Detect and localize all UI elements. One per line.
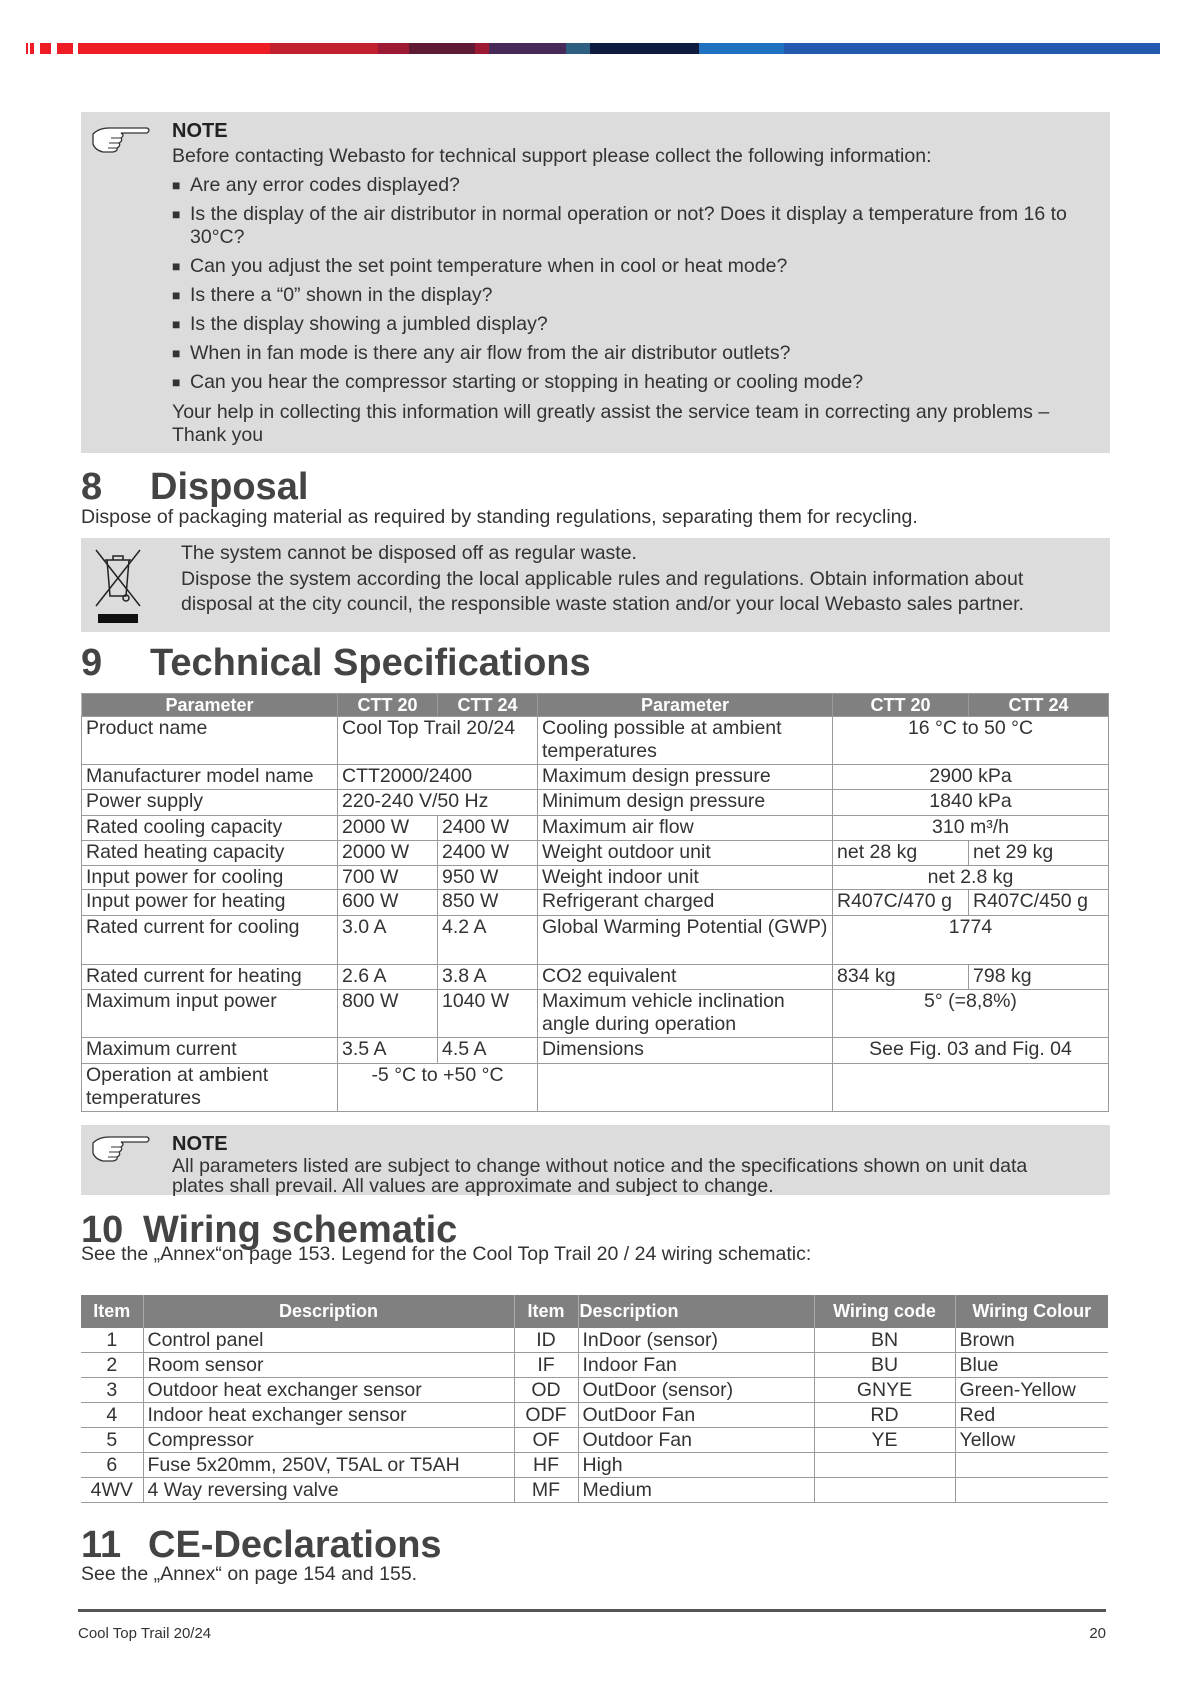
value-both-models: 220-240 V/50 Hz: [338, 790, 538, 816]
value-ctt24: 2400 W: [438, 816, 538, 841]
bullet-square-icon: ■: [172, 345, 181, 361]
parameter-name: Product name: [82, 717, 338, 765]
column-header: Item: [81, 1295, 143, 1328]
table-row: [81, 1353, 1108, 1378]
wiring-colour: Red: [955, 1403, 1108, 1428]
value-both-models: net 2.8 kg: [833, 866, 1109, 890]
note-text-line2: plates shall prevail. All values are approximate and subject to change.: [172, 1175, 774, 1197]
value-both-models: 5° (=8,8%): [833, 990, 1109, 1038]
item-description: Compressor: [143, 1428, 514, 1453]
value-both-models: CTT2000/2400: [338, 765, 538, 790]
value-both-models: Cool Top Trail 20/24: [338, 717, 538, 765]
ce-body: See the „Annex“ on page 154 and 155.: [81, 1563, 418, 1585]
section-heading-ce: 11 CE-Declarations: [81, 1524, 442, 1566]
pointing-hand-icon: [91, 122, 153, 156]
value-ctt20: 600 W: [338, 890, 438, 916]
parameter-name: Weight outdoor unit: [538, 841, 833, 866]
note-title: NOTE: [172, 1133, 228, 1155]
item-description: 4 Way reversing valve: [143, 1478, 514, 1503]
table-row: [81, 1453, 1108, 1478]
parameter-name: Weight indoor unit: [538, 866, 833, 890]
value-ctt20: 2000 W: [338, 816, 438, 841]
value-both-models: 310 m³/h: [833, 816, 1109, 841]
item-code: OF: [514, 1428, 578, 1453]
column-header: Wiring code: [814, 1295, 955, 1328]
bullet-square-icon: ■: [172, 374, 181, 390]
wiring-body: See the „Annex“on page 153. Legend for the Cool Top Trail 20 / 24 wiring schematic:: [81, 1243, 812, 1265]
note-bullet: ■ Is there a “0” shown in the display?: [172, 284, 493, 306]
item-code: IF: [514, 1353, 578, 1378]
page-number: 20: [1089, 1625, 1106, 1642]
table-row: [82, 1038, 1109, 1064]
parameter-name: Manufacturer model name: [82, 765, 338, 790]
parameter-name: Cooling possible at ambient temperatures: [538, 717, 833, 765]
table-row: [82, 916, 1109, 965]
disposal-warning: The system cannot be disposed off as regular waste.: [181, 542, 637, 564]
wiring-colour: Green-Yellow: [955, 1378, 1108, 1403]
value-both-models: 1774: [833, 916, 1109, 965]
parameter-name: Operation at ambient temperatures: [82, 1064, 338, 1112]
value-ctt24: net 29 kg: [969, 841, 1109, 866]
parameter-name: Maximum design pressure: [538, 765, 833, 790]
item-description: InDoor (sensor): [578, 1328, 814, 1353]
note-bullet: ■ Is the display showing a jumbled display?: [172, 313, 548, 335]
value-ctt20: 3.5 A: [338, 1038, 438, 1064]
table-row: [81, 1428, 1108, 1453]
table-row: [82, 990, 1109, 1038]
wiring-code: GNYE: [814, 1378, 955, 1403]
wiring-code: BU: [814, 1353, 955, 1378]
note-intro: Before contacting Webasto for technical support please collect the following information:: [172, 145, 932, 167]
parameter-name: Rated cooling capacity: [82, 816, 338, 841]
item-description: Outdoor heat exchanger sensor: [143, 1378, 514, 1403]
value-ctt24: 850 W: [438, 890, 538, 916]
parameter-name: Maximum air flow: [538, 816, 833, 841]
bullet-square-icon: ■: [172, 258, 181, 274]
item-code: 1: [81, 1328, 143, 1353]
value-ctt24: 798 kg: [969, 965, 1109, 990]
wiring-colour: [955, 1478, 1108, 1503]
parameter-name: Refrigerant charged: [538, 890, 833, 916]
footer-divider: [78, 1609, 1106, 1612]
column-header: Item: [514, 1295, 578, 1328]
parameter-name: Power supply: [82, 790, 338, 816]
table-row: [82, 790, 1109, 816]
specs-table: [81, 693, 1109, 1112]
note-box-parameters: [81, 1125, 1110, 1195]
item-code: ODF: [514, 1403, 578, 1428]
parameter-name: Maximum vehicle inclination angle during operation: [538, 990, 833, 1038]
disposal-box: [81, 538, 1110, 632]
table-row: [82, 841, 1109, 866]
item-code: HF: [514, 1453, 578, 1478]
value-ctt20: net 28 kg: [833, 841, 969, 866]
disposal-instructions-line2: disposal at the city council, the responsible waste station and/or your local Webasto sales partner.: [181, 593, 1024, 615]
note-text-line1: All parameters listed are subject to change without notice and the specifications shown on unit data: [172, 1155, 1028, 1177]
value-ctt24: R407C/450 g: [969, 890, 1109, 916]
item-description: Medium: [578, 1478, 814, 1503]
column-header: CTT 24: [438, 694, 538, 717]
value-ctt20: R407C/470 g: [833, 890, 969, 916]
value-ctt24: 950 W: [438, 866, 538, 890]
table-row: [82, 890, 1109, 916]
item-code: ID: [514, 1328, 578, 1353]
parameter-name: CO2 equivalent: [538, 965, 833, 990]
table-row: [82, 765, 1109, 790]
parameter-name: Rated heating capacity: [82, 841, 338, 866]
section-heading-disposal: 8 Disposal: [81, 466, 309, 508]
section-heading-specs: 9 Technical Specifications: [81, 642, 591, 684]
note-closing: Your help in collecting this information will greatly assist the service team in correcting any problems – Thank you: [172, 401, 1050, 446]
parameter-name: Global Warming Potential (GWP): [538, 916, 833, 965]
value-both-models: [833, 1064, 1109, 1112]
note-bullet: ■ When in fan mode is there any air flow from the air distributor outlets?: [172, 342, 791, 364]
note-title: NOTE: [172, 120, 228, 142]
wiring-table: [81, 1295, 1108, 1503]
item-description: OutDoor Fan: [578, 1403, 814, 1428]
item-code: OD: [514, 1378, 578, 1403]
wiring-code: [814, 1453, 955, 1478]
bullet-square-icon: ■: [172, 287, 181, 303]
value-ctt20: 3.0 A: [338, 916, 438, 965]
wiring-colour: [955, 1453, 1108, 1478]
column-header: CTT 24: [969, 694, 1109, 717]
value-ctt24: 4.5 A: [438, 1038, 538, 1064]
table-row: [81, 1378, 1108, 1403]
value-ctt24: 1040 W: [438, 990, 538, 1038]
value-both-models: 1840 kPa: [833, 790, 1109, 816]
footer-title: Cool Top Trail 20/24: [78, 1625, 212, 1642]
note-bullet: ■ Can you hear the compressor starting or stopping in heating or cooling mode?: [172, 371, 864, 393]
parameter-name: Rated current for cooling: [82, 916, 338, 965]
table-row: [82, 1064, 1109, 1112]
value-ctt20: 700 W: [338, 866, 438, 890]
wiring-code: YE: [814, 1428, 955, 1453]
item-description: Room sensor: [143, 1353, 514, 1378]
parameter-name: Input power for cooling: [82, 866, 338, 890]
column-header: Description: [578, 1295, 814, 1328]
note-content: [172, 145, 1107, 447]
value-ctt24: 4.2 A: [438, 916, 538, 965]
parameter-name: Minimum design pressure: [538, 790, 833, 816]
note-bullet: ■ Can you adjust the set point temperature when in cool or heat mode?: [172, 255, 788, 277]
specs-header-row: [82, 694, 1109, 717]
wiring-code: RD: [814, 1403, 955, 1428]
wiring-colour: Brown: [955, 1328, 1108, 1353]
item-description: Indoor Fan: [578, 1353, 814, 1378]
item-code: 3: [81, 1378, 143, 1403]
parameter-name: Dimensions: [538, 1038, 833, 1064]
table-row: [81, 1328, 1108, 1353]
item-code: 4: [81, 1403, 143, 1428]
value-both-models: 16 °C to 50 °C: [833, 717, 1109, 765]
value-both-models: -5 °C to +50 °C: [338, 1064, 538, 1112]
column-header: Wiring Colour: [955, 1295, 1108, 1328]
item-code: 5: [81, 1428, 143, 1453]
value-ctt24: 3.8 A: [438, 965, 538, 990]
item-description: High: [578, 1453, 814, 1478]
section-heading-wiring: 10 Wiring schematic: [81, 1209, 458, 1251]
crossed-bin-icon: [93, 548, 143, 624]
item-description: Indoor heat exchanger sensor: [143, 1403, 514, 1428]
item-code: MF: [514, 1478, 578, 1503]
value-ctt20: 834 kg: [833, 965, 969, 990]
value-ctt20: 800 W: [338, 990, 438, 1038]
wiring-colour: Blue: [955, 1353, 1108, 1378]
column-header: CTT 20: [338, 694, 438, 717]
item-description: Control panel: [143, 1328, 514, 1353]
column-header: Description: [143, 1295, 514, 1328]
table-row: [82, 866, 1109, 890]
table-row: [82, 965, 1109, 990]
parameter-name: Maximum current: [82, 1038, 338, 1064]
disposal-instructions-line1: Dispose the system according the local applicable rules and regulations. Obtain information about: [181, 568, 1024, 590]
wiring-header-row: [81, 1295, 1108, 1328]
item-description: Outdoor Fan: [578, 1428, 814, 1453]
column-header: Parameter: [538, 694, 833, 717]
parameter-name: Input power for heating: [82, 890, 338, 916]
note-bullet: ■ Are any error codes displayed?: [172, 174, 460, 196]
column-header: CTT 20: [833, 694, 969, 717]
table-row: [81, 1403, 1108, 1428]
table-row: [82, 816, 1109, 841]
bullet-square-icon: ■: [172, 316, 181, 332]
item-code: 2: [81, 1353, 143, 1378]
value-ctt20: 2.6 A: [338, 965, 438, 990]
value-both-models: 2900 kPa: [833, 765, 1109, 790]
value-ctt20: 2000 W: [338, 841, 438, 866]
item-code: 4WV: [81, 1478, 143, 1503]
table-row: [81, 1478, 1108, 1503]
value-ctt24: 2400 W: [438, 841, 538, 866]
wiring-code: [814, 1478, 955, 1503]
value-both-models: See Fig. 03 and Fig. 04: [833, 1038, 1109, 1064]
note-bullet: ■ Is the display of the air distributor in normal operation or not? Does it display a temperature from 16 to 30°C?: [172, 203, 1067, 248]
column-header: Parameter: [82, 694, 338, 717]
table-row: [82, 717, 1109, 765]
disposal-body: Dispose of packaging material as required by standing regulations, separating them for recycling.: [81, 506, 918, 528]
item-description: Fuse 5x20mm, 250V, T5AL or T5AH: [143, 1453, 514, 1478]
parameter-name: Maximum input power: [82, 990, 338, 1038]
wiring-colour: Yellow: [955, 1428, 1108, 1453]
bullet-square-icon: ■: [172, 206, 181, 222]
item-code: 6: [81, 1453, 143, 1478]
wiring-code: BN: [814, 1328, 955, 1353]
item-description: OutDoor (sensor): [578, 1378, 814, 1403]
pointing-hand-icon: [91, 1131, 153, 1165]
parameter-name: [538, 1064, 833, 1112]
bullet-square-icon: ■: [172, 177, 181, 193]
parameter-name: Rated current for heating: [82, 965, 338, 990]
